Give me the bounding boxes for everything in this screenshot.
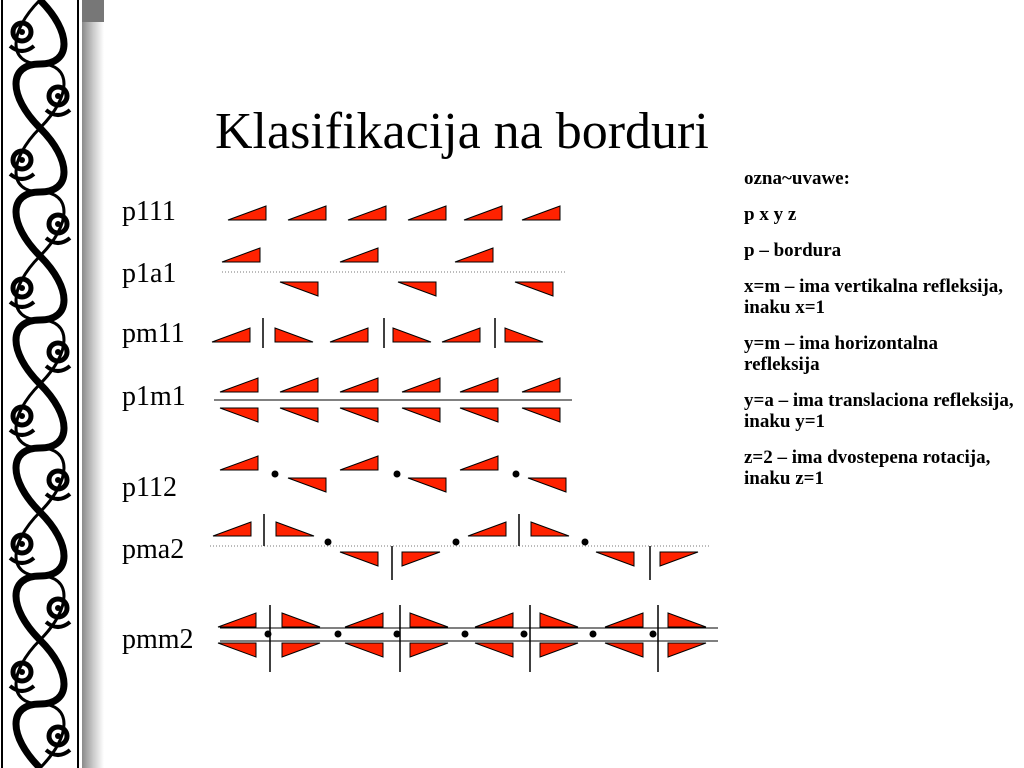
- motif-triangle: [522, 206, 560, 220]
- motif-triangle: [540, 643, 578, 657]
- group-label-p111: p111: [122, 196, 176, 227]
- rotation-center: [325, 539, 332, 546]
- motif-triangle: [668, 613, 706, 627]
- motif-triangle: [596, 552, 634, 566]
- motif-triangle: [288, 206, 326, 220]
- motif-triangle: [228, 206, 266, 220]
- motif-triangle: [505, 328, 543, 342]
- motif-triangle: [442, 328, 480, 342]
- motif-triangle: [468, 522, 506, 536]
- legend-formula: p x y z: [744, 204, 797, 225]
- motif-triangle: [408, 478, 446, 492]
- motif-triangle: [515, 282, 553, 296]
- rotation-center: [650, 631, 657, 638]
- motif-triangle: [222, 248, 260, 262]
- group-label-p112: p112: [122, 472, 177, 503]
- legend-item-p: p – bordura: [744, 240, 842, 261]
- motif-triangle: [393, 328, 431, 342]
- motif-triangle: [408, 206, 446, 220]
- motif-triangle: [280, 282, 318, 296]
- motif-triangle: [213, 522, 251, 536]
- motif-triangle: [460, 378, 498, 392]
- motif-triangle: [348, 206, 386, 220]
- motif-triangle: [528, 478, 566, 492]
- rotation-center: [462, 631, 469, 638]
- motif-triangle: [220, 408, 258, 422]
- group-label-pm11: pm11: [122, 318, 185, 349]
- motif-triangle: [464, 206, 502, 220]
- motif-triangle: [402, 378, 440, 392]
- motif-triangle: [345, 613, 383, 627]
- motif-triangle: [340, 456, 378, 470]
- motif-triangle: [475, 643, 513, 657]
- notation-legend: [744, 168, 1014, 504]
- motif-triangle: [282, 643, 320, 657]
- motif-triangle: [220, 378, 258, 392]
- rotation-center: [394, 631, 401, 638]
- rotation-center: [582, 539, 589, 546]
- legend-item-y-m: y=m – ima horizontalna refleksija: [744, 333, 938, 375]
- motif-triangle: [340, 408, 378, 422]
- group-label-pmm2: pmm2: [122, 624, 194, 655]
- motif-triangle: [280, 378, 318, 392]
- motif-triangle: [340, 248, 378, 262]
- motif-triangle: [605, 613, 643, 627]
- rotation-center: [521, 631, 528, 638]
- legend-item-y-a: y=a – ima translaciona refleksija, inaku y=1: [744, 390, 1014, 432]
- motif-triangle: [288, 478, 326, 492]
- motif-triangle: [460, 456, 498, 470]
- motif-triangle: [410, 613, 448, 627]
- rotation-center: [453, 539, 460, 546]
- rotation-center: [513, 471, 520, 478]
- motif-triangle: [218, 643, 256, 657]
- rotation-center: [590, 631, 597, 638]
- legend-item-z: z=2 – ima dvostepena rotacija, inaku z=1: [744, 447, 991, 489]
- motif-triangle: [340, 378, 378, 392]
- motif-triangle: [280, 408, 318, 422]
- motif-triangle: [330, 328, 368, 342]
- motif-triangle: [276, 522, 314, 536]
- motif-triangle: [460, 408, 498, 422]
- motif-triangle: [455, 248, 493, 262]
- legend-item-x: x=m – ima vertikalna refleksija, inaku x=1: [744, 276, 1004, 318]
- motif-triangle: [540, 613, 578, 627]
- motif-triangle: [218, 613, 256, 627]
- motif-triangle: [402, 408, 440, 422]
- group-label-p1m1: p1m1: [122, 381, 186, 412]
- rotation-center: [394, 471, 401, 478]
- motif-triangle: [668, 643, 706, 657]
- group-label-p1a1: p1a1: [122, 258, 177, 289]
- motif-triangle: [531, 522, 569, 536]
- motif-triangle: [398, 282, 436, 296]
- motif-triangle: [475, 613, 513, 627]
- rotation-center: [272, 471, 279, 478]
- motif-triangle: [402, 552, 440, 566]
- motif-triangle: [220, 456, 258, 470]
- motif-triangle: [605, 643, 643, 657]
- motif-triangle: [660, 552, 698, 566]
- motif-triangle: [340, 552, 378, 566]
- motif-triangle: [522, 378, 560, 392]
- motif-triangle: [410, 643, 448, 657]
- slide-title: Klasifikacija na borduri: [215, 103, 709, 160]
- motif-triangle: [282, 613, 320, 627]
- legend-heading: ozna~uvawe:: [744, 168, 850, 189]
- motif-triangle: [522, 408, 560, 422]
- motif-triangle: [275, 328, 313, 342]
- group-label-pma2: pma2: [122, 534, 185, 565]
- motif-triangle: [345, 643, 383, 657]
- rotation-center: [265, 631, 272, 638]
- motif-triangle: [212, 328, 250, 342]
- rotation-center: [335, 631, 342, 638]
